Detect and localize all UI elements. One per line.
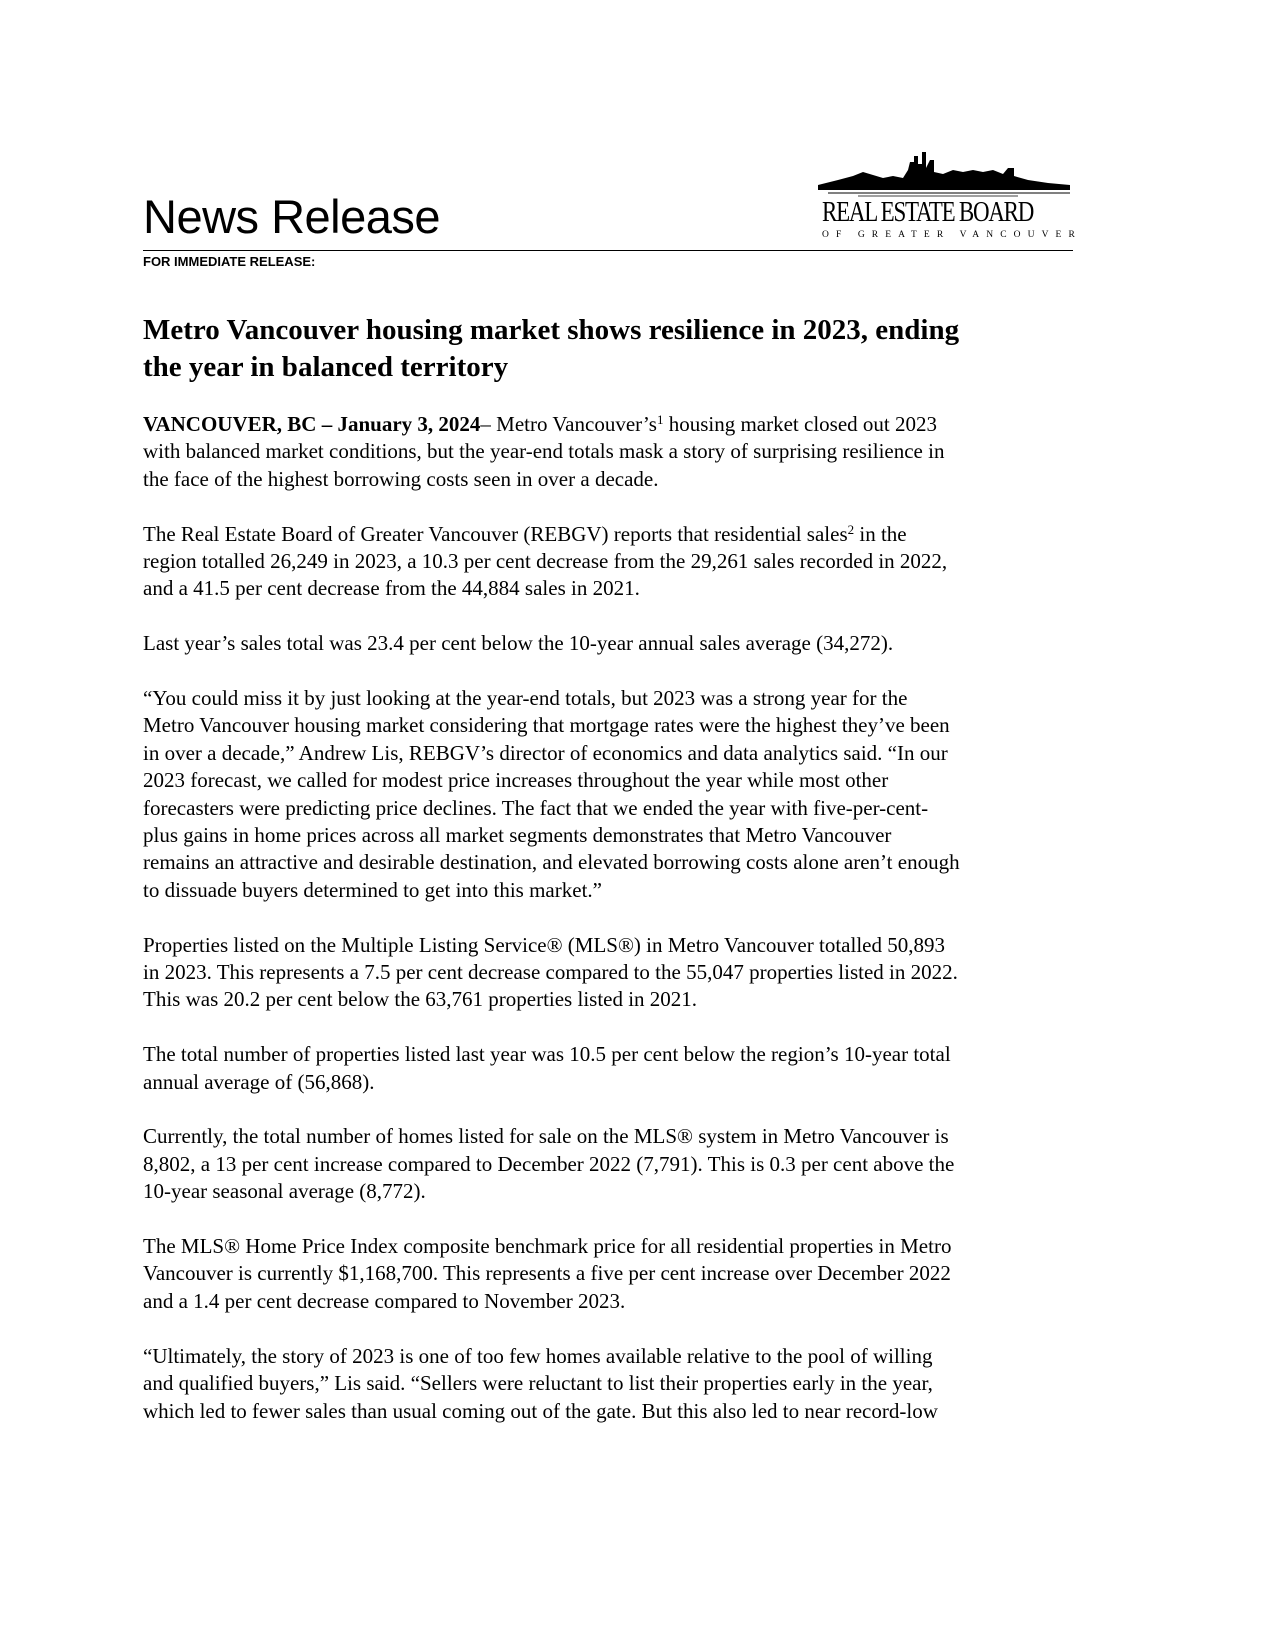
paragraph (143, 1343, 1083, 1425)
text-line: plus gains in home prices across all market segments demonstrates that Metro Vancouver (143, 823, 892, 848)
text-line: 10-year seasonal average (8,772). (143, 1179, 426, 1204)
footnote-ref: 2 (847, 521, 855, 537)
text-line: This was 20.2 per cent below the 63,761 properties listed in 2021. (143, 987, 698, 1012)
text-line: the face of the highest borrowing costs seen in over a decade. (143, 466, 659, 491)
text: in the (854, 521, 907, 546)
article-body (143, 411, 1083, 1452)
text: The Real Estate Board of Greater Vancouver (REBGV) reports that residential sales (143, 521, 848, 546)
text-line: 8,802, a 13 per cent increase compared to December 2022 (7,791). This is 0.3 per cent above the (143, 1151, 955, 1176)
logo-subtitle: OF GREATER VANCOUVER (822, 230, 1082, 240)
text: – Metro Vancouver’s (480, 412, 657, 436)
release-note: FOR IMMEDIATE RELEASE: (143, 254, 316, 269)
text-line: and a 1.4 per cent decrease compared to November 2023. (143, 1288, 626, 1313)
text-line: Properties listed on the Multiple Listing Service® (MLS®) in Metro Vancouver totalled 50,893 (143, 932, 945, 957)
text-line: region totalled 26,249 in 2023, a 10.3 per cent decrease from the 29,261 sales recorded in 2022, (143, 549, 948, 574)
header-rule (143, 250, 1073, 251)
text-line: Currently, the total number of homes listed for sale on the MLS® system in Metro Vancouver is (143, 1124, 949, 1149)
text-line: 2023 forecast, we called for modest price increases throughout the year while most other (143, 768, 889, 793)
text-line: forecasters were predicting price declines. The fact that we ended the year with five-per-cent- (143, 795, 929, 820)
paragraph (143, 630, 1083, 657)
text-line: which led to fewer sales than usual coming out of the gate. But this also led to near record-low (143, 1398, 938, 1423)
text-line: to dissuade buyers determined to get into this market.” (143, 877, 602, 902)
text-line: and a 41.5 per cent decrease from the 44,884 sales in 2021. (143, 576, 640, 601)
headline (143, 312, 959, 386)
paragraph (143, 521, 1083, 603)
text-line: Metro Vancouver housing market considering that mortgage rates were the highest they’ve been (143, 713, 950, 738)
text-line: “You could miss it by just looking at the year-end totals, but 2023 was a strong year for the (143, 686, 908, 711)
paragraph (143, 932, 1083, 1014)
text-line: The MLS® Home Price Index composite benchmark price for all residential properties in Metro (143, 1234, 952, 1259)
text-line: annual average of (56,868). (143, 1069, 375, 1094)
paragraph (143, 1123, 1083, 1205)
text-line: Vancouver is currently $1,168,700. This represents a five per cent increase over December 2022 (143, 1261, 951, 1286)
headline-line: the year in balanced territory (143, 351, 509, 383)
dateline: VANCOUVER, BC – January 3, 2024 (143, 412, 481, 436)
headline-line: Metro Vancouver housing market shows resilience in 2023, ending (143, 314, 960, 346)
logo-name: REAL ESTATE BOARD (822, 197, 1034, 228)
text-line: in 2023. This represents a 7.5 per cent decrease compared to the 55,047 properties listed in 2022. (143, 960, 958, 985)
text-line: The total number of properties listed last year was 10.5 per cent below the region’s 10-year total (143, 1042, 951, 1067)
text-line: and qualified buyers,” Lis said. “Sellers were reluctant to list their properties early in the year, (143, 1371, 933, 1396)
lead-paragraph (143, 411, 1083, 493)
page-title: News Release (143, 190, 441, 243)
paragraph (143, 1041, 1083, 1096)
text-line: “Ultimately, the story of 2023 is one of too few homes available relative to the pool of willing (143, 1343, 933, 1368)
paragraph (143, 1233, 1083, 1315)
footnote-ref: 1 (656, 412, 664, 427)
text-line: Last year’s sales total was 23.4 per cent below the 10-year annual sales average (34,272). (143, 631, 894, 656)
text-line: with balanced market conditions, but the year-end totals mask a story of surprising resilience in (143, 439, 945, 464)
paragraph (143, 685, 1083, 904)
text-line: remains an attractive and desirable destination, and elevated borrowing costs alone aren’t enough (143, 850, 960, 875)
text: housing market closed out 2023 (663, 412, 937, 436)
text-line: in over a decade,” Andrew Lis, REBGV’s director of economics and data analytics said. “In our (143, 740, 948, 765)
